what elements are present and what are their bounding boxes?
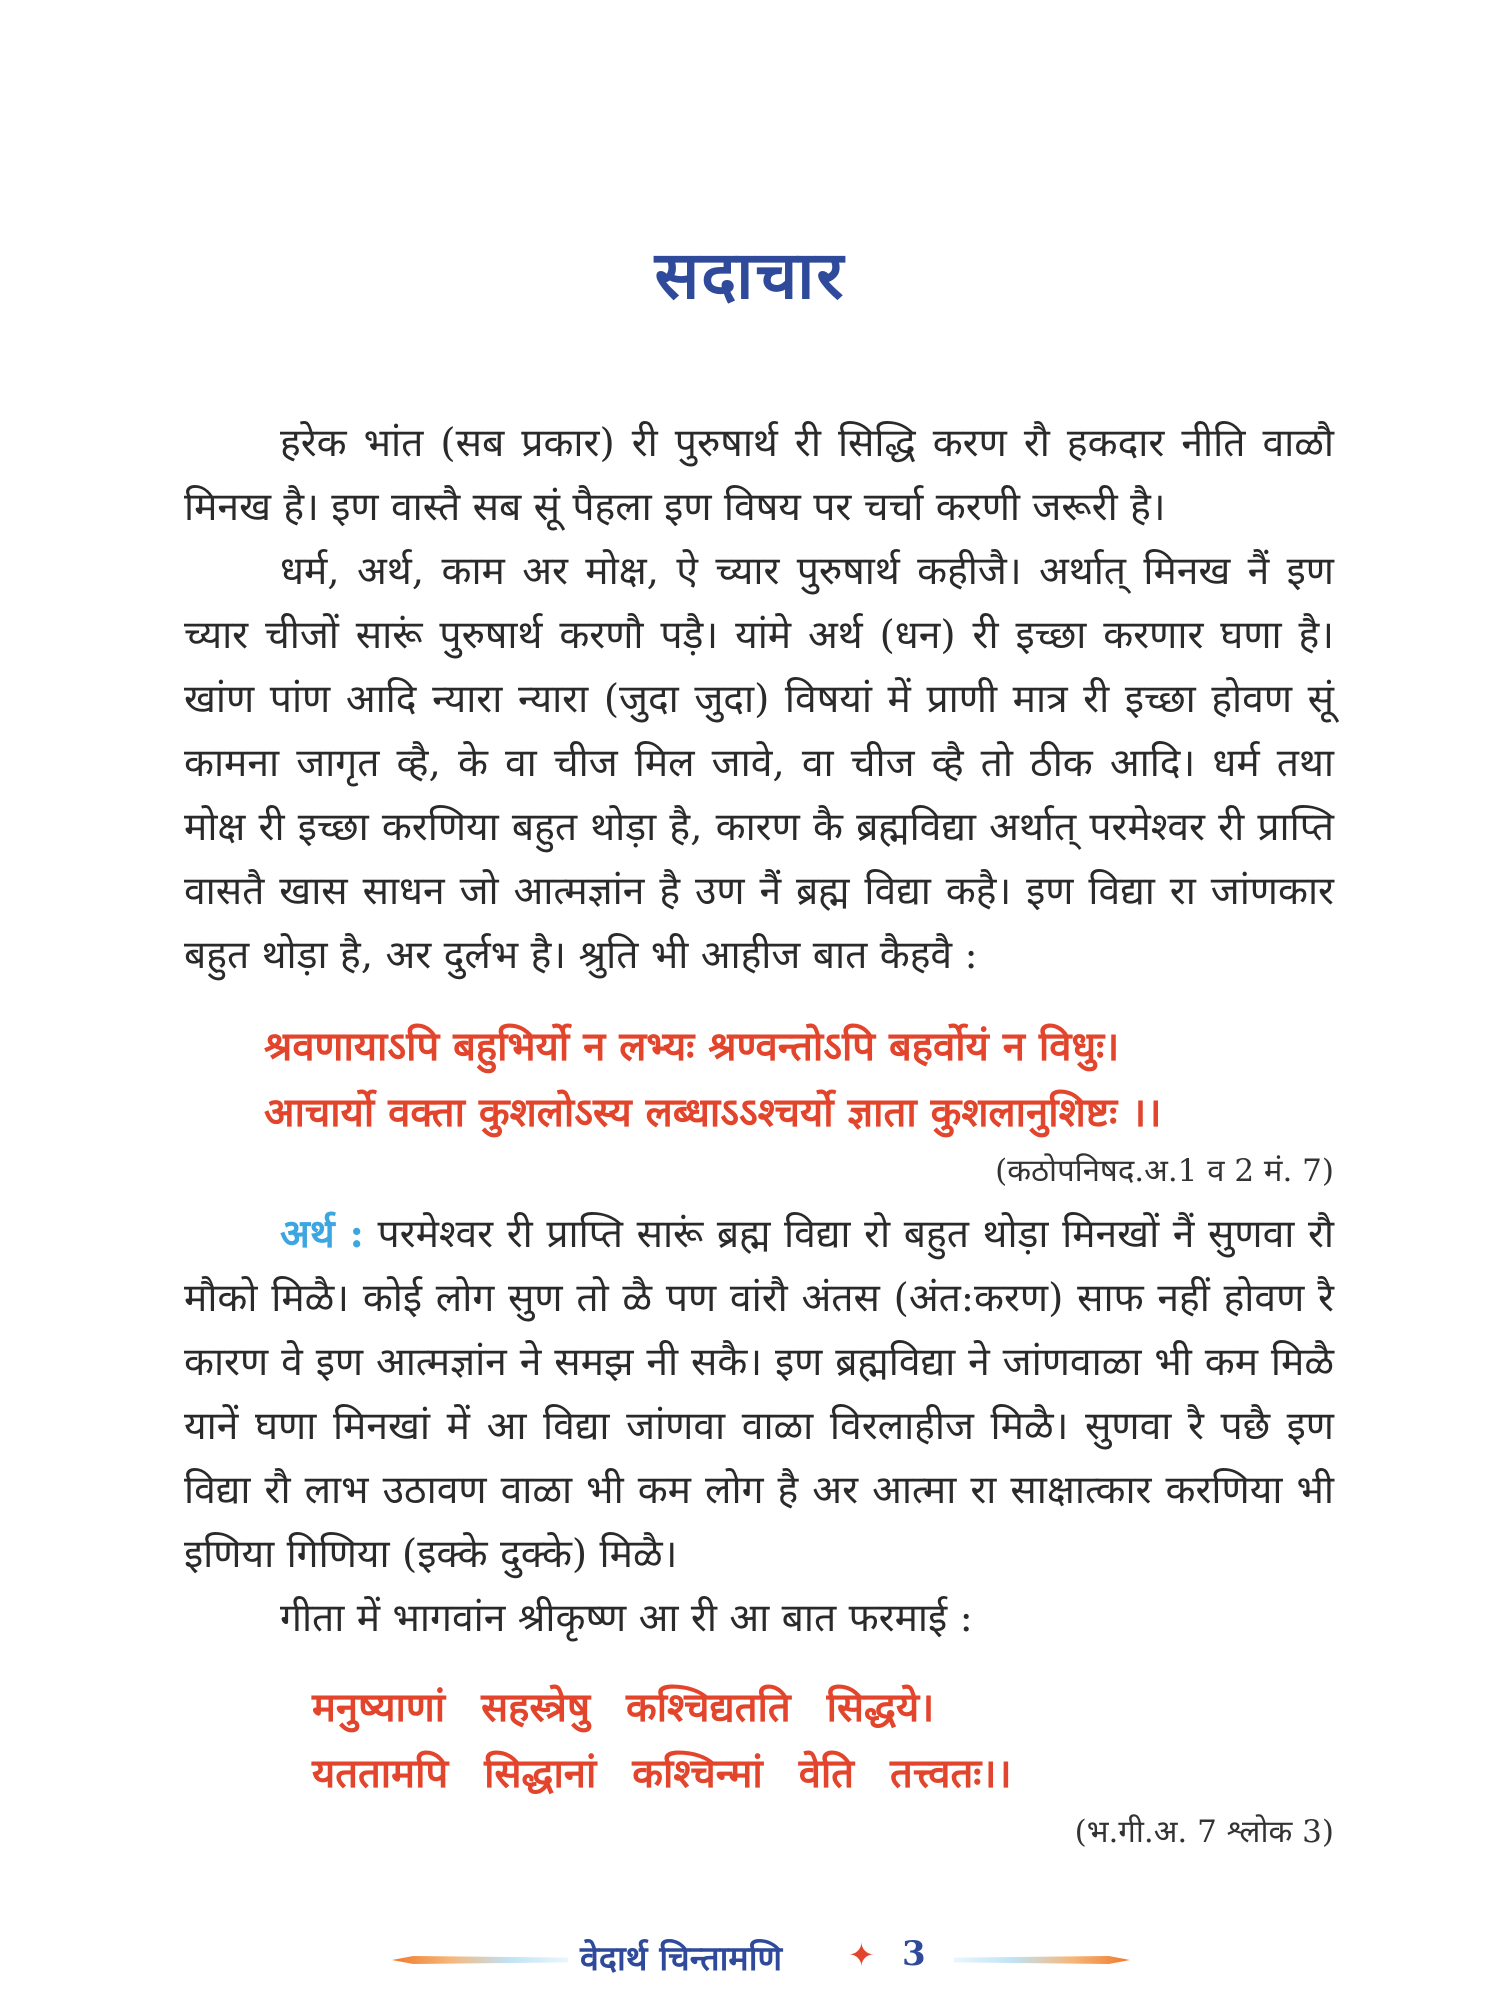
body-text (184, 412, 1334, 1857)
verse-line: आचार्यो वक्ता कुशलोऽस्य लब्धाऽऽश्चर्यो ज्ञाता कुशलानुशिष्टः ।। (264, 1089, 1162, 1136)
page-footer (0, 1930, 1500, 1990)
verse-line: मनुष्याणां सहस्त्रेषु कश्चिद्यतति सिद्धये। (312, 1684, 935, 1731)
paragraph-intro: हरेक भांत (सब प्रकार) री पुरुषार्थ री सिद्धि करण रौ हकदार नीति वाळौ मिनख है। इण वास्तै सब सूं पैहला इण विषय पर चर्चा करणी जरूरी है। (184, 421, 1334, 530)
verse-reference: (कठोपनिषद.अ.1 व 2 मं. 7) (995, 1153, 1334, 1189)
paragraph-gita-intro: गीता में भागवांन श्रीकृष्ण आ री आ बात फरमाई : (280, 1596, 973, 1641)
meaning-label: अर्थ : (280, 1211, 364, 1257)
footer-ornament-left (392, 1956, 568, 1964)
verse-line: श्रवणायाऽपि बहुभिर्यो न लभ्यः श्रण्वन्तोऽपि बहर्वोयं न विधुः। (264, 1023, 1120, 1070)
verse-line: यततामपि सिद्धानां कश्चिन्मां वेति तत्त्वतः।। (312, 1750, 1012, 1797)
verse-reference: (भ.गी.अ. 7 श्लोक 3) (1074, 1814, 1334, 1850)
paragraph-purusharth: धर्म, अर्थ, काम अर मोक्ष, ऐ च्यार पुरुषार्थ कहीजै। अर्थात् मिनख नैं इण च्यार चीजों सारूं पुरुषार्थ करणौ पड़ै। यांमे अर्थ (धन) री इच्छा करणार घणा है। खांण पांण आदि न्यारा न्यारा (जुदा जुदा) विषयां में प्राणी मात्र री इच्छा होवण सूं कामना जागृत व्है, के वा चीज मिल जावे, वा चीज व्है तो ठीक आदि। धर्म तथा मोक्ष री इच्छा करणिया बहुत थोड़ा है, कारण कै ब्रह्मविद्या अर्थात् परमेश्वर री प्राप्ति वासतै खास साधन जो आत्मज्ञांन है उण नैं ब्रह्म विद्या कहै। इण विद्या रा जांणकार बहुत थोड़ा है, अर दुर्लभ है। श्रुति भी आहीज बात कैहवै : (184, 549, 1334, 978)
page-number: 3 (902, 1934, 926, 1974)
meaning-text: परमेश्वर री प्राप्ति सारूं ब्रह्म विद्या रो बहुत थोड़ा मिनखों नैं सुणवा रौ मौको मिळै। कोई लोग सुण तो ळै पण वांरौ अंतस (अंत:करण) साफ नहीं होवण रै कारण वे इण आत्मज्ञांन ने समझ नी सकै। इण ब्रह्मविद्या ने जांणवाळा भी कम मिळै यानें घणा मिनखां में आ विद्या जांणवा वाळा विरलाहीज मिळै। सुणवा रै पछै इण विद्या रौ लाभ उठावण वाळा भी कम लोग है अर आत्मा रा साक्षात्कार करणिया भी इणिया गिणिया (इक्के दुक्के) मिळै। (184, 1212, 1334, 1577)
verse-kathopanishad (184, 1014, 1334, 1146)
footer-book-title: वेदार्थ चिन्तामणि (580, 1939, 783, 1979)
footer-ornament-right (954, 1956, 1130, 1964)
page-title: सदाचार (654, 236, 846, 314)
verse-gita (184, 1675, 1334, 1807)
paragraph-meaning (184, 1202, 1334, 1587)
star-icon: ✦ (848, 1936, 875, 1974)
